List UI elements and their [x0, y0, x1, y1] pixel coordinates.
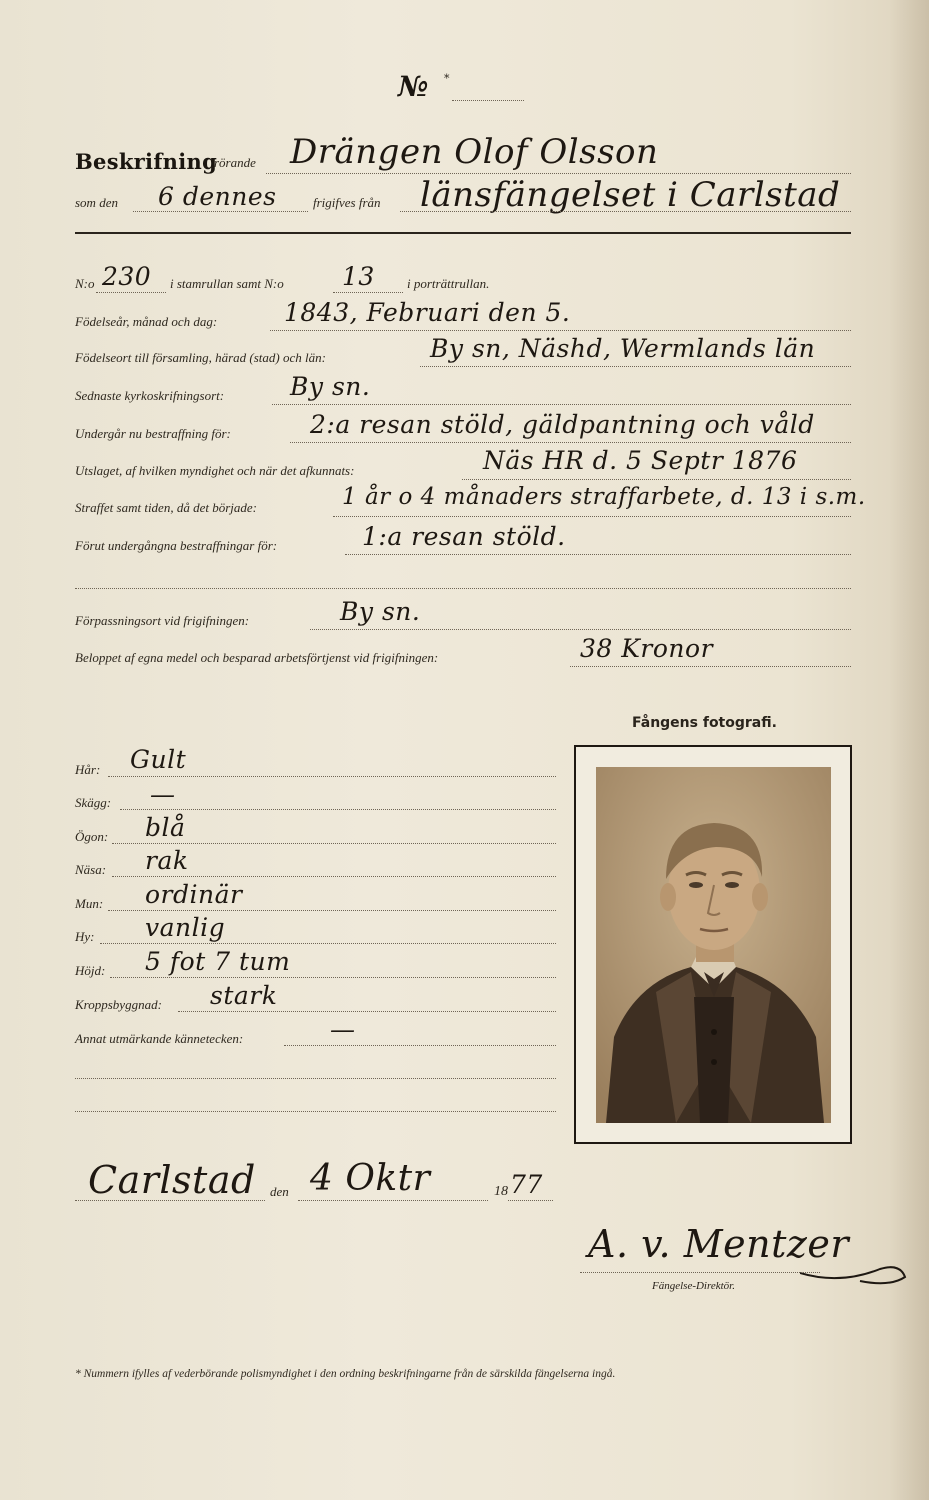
- subject-line: [266, 173, 851, 174]
- director-signature: A. v. Mentzer: [588, 1222, 850, 1266]
- church-line: [272, 404, 851, 405]
- prison-value: länsfängelset i Carlstad: [420, 175, 841, 215]
- prior-value: 1:a resan stöld.: [362, 522, 566, 551]
- birthplace-line: [420, 366, 851, 367]
- funds-value: 38 Kronor: [580, 634, 714, 663]
- prisoner-photo: [596, 767, 831, 1123]
- skagg-line: [120, 809, 556, 810]
- church-label: Sednaste kyrkoskrifningsort:: [75, 388, 225, 403]
- signature-line: [580, 1272, 820, 1273]
- birth-label: Födelseår, månad och dag:: [75, 314, 218, 329]
- kropp-value: stark: [210, 981, 278, 1010]
- passport-value: By sn.: [340, 597, 421, 626]
- punishment-line: [290, 442, 851, 443]
- church-value: By sn.: [290, 372, 371, 401]
- number-line: [452, 100, 524, 101]
- mun-label: Mun:: [75, 896, 104, 911]
- closing-date-line: [298, 1200, 488, 1201]
- har-line: [108, 776, 556, 777]
- ogon-line: [112, 843, 556, 844]
- release-date-value: 6 dennes: [158, 182, 277, 211]
- funds-label: Beloppet af egna medel och besparad arbetsförtjenst vid frigifningen:: [75, 650, 439, 665]
- director-title: Fängelse-Direktör.: [652, 1280, 735, 1292]
- ogon-value: blå: [145, 813, 186, 842]
- number-mark: №: [398, 70, 429, 103]
- beskrifning-heading: Beskrifning: [75, 149, 218, 174]
- punishment-value: 2:a resan stöld, gäldpantning och våld: [310, 410, 815, 439]
- hy-label: Hy:: [75, 929, 95, 944]
- punishment-label: Undergår nu bestraffning för:: [75, 426, 231, 441]
- nasa-label: Näsa:: [75, 862, 107, 877]
- passport-line: [310, 629, 851, 630]
- stamrulla-label: i stamrullan samt N:o: [170, 276, 284, 291]
- extra-line-1: [75, 1078, 556, 1079]
- birthplace-value: By sn, Näshd, Wermlands län: [430, 334, 816, 363]
- nasa-value: rak: [145, 846, 189, 875]
- photo-title: Fångens fotografi.: [632, 715, 777, 731]
- year-line: [508, 1200, 553, 1201]
- verdict-label: Utslaget, af hvilken myndighet och när det afkunnats:: [75, 463, 355, 478]
- verdict-line: [462, 479, 851, 480]
- ogon-label: Ögon:: [75, 829, 109, 844]
- prior-line-2: [75, 588, 851, 589]
- som-den-label: som den: [75, 195, 118, 210]
- nasa-line: [112, 876, 556, 877]
- stamrulla-line: [96, 292, 166, 293]
- no-label: N:o: [75, 276, 95, 291]
- annat-value: —: [330, 1015, 356, 1044]
- kropp-line: [178, 1011, 556, 1012]
- year-suffix: 77: [510, 1170, 543, 1199]
- skagg-label: Skägg:: [75, 795, 112, 810]
- kropp-label: Kroppsbyggnad:: [75, 997, 162, 1012]
- funds-line: [570, 666, 851, 667]
- annat-line: [284, 1045, 556, 1046]
- rorande-label: rörande: [214, 155, 256, 170]
- prior-label: Förut undergångna bestraffningar för:: [75, 538, 278, 553]
- mun-value: ordinär: [145, 880, 243, 909]
- closing-den-label: den: [270, 1184, 289, 1199]
- stamrulla-number: 230: [102, 262, 152, 291]
- portrattrulla-number: 13: [342, 262, 375, 291]
- prisoner-portrait-illustration: [596, 767, 831, 1123]
- birth-line: [270, 330, 851, 331]
- prior-line: [345, 554, 851, 555]
- closing-place-line: [75, 1200, 265, 1201]
- header-rule: [75, 232, 851, 234]
- hojd-label: Höjd:: [75, 963, 106, 978]
- frigifves-label: frigifves från: [313, 195, 381, 210]
- passport-label: Förpassningsort vid frigifningen:: [75, 613, 250, 628]
- signature-flourish: [800, 1255, 910, 1295]
- hojd-value: 5 fot 7 tum: [145, 947, 291, 976]
- annat-label: Annat utmärkande kännetecken:: [75, 1031, 244, 1046]
- sentence-value: 1 år o 4 månaders straffarbete, d. 13 i s.m.: [342, 484, 866, 510]
- mun-line: [108, 910, 556, 911]
- release-date-line: [133, 211, 308, 212]
- har-label: Hår:: [75, 762, 101, 777]
- sentence-line: [333, 516, 851, 517]
- portrattrulla-label: i porträttrullan.: [407, 276, 490, 291]
- hy-value: vanlig: [145, 913, 226, 942]
- sentence-label: Straffet samt tiden, då det började:: [75, 500, 257, 515]
- footnote: * Nummern ifylles af vederbörande polismyndighet i den ordning beskrifningarne från de särskilda fängelserna ingå.: [75, 1368, 616, 1380]
- prison-line: [400, 211, 851, 212]
- portrattrulla-line: [333, 292, 403, 293]
- extra-line-2: [75, 1111, 556, 1112]
- hojd-line: [110, 977, 556, 978]
- closing-date: 4 Oktr: [310, 1158, 431, 1199]
- hy-line: [100, 943, 556, 944]
- asterisk: *: [444, 72, 450, 85]
- birthplace-label: Födelseort till församling, härad (stad) och län:: [75, 350, 326, 365]
- verdict-value: Näs HR d. 5 Septr 1876: [483, 446, 798, 475]
- birth-value: 1843, Februari den 5.: [284, 298, 571, 327]
- year-prefix: 18: [494, 1184, 508, 1199]
- har-value: Gult: [130, 745, 187, 774]
- subject-name: Drängen Olof Olsson: [290, 132, 659, 172]
- skagg-value: —: [150, 780, 176, 809]
- closing-place: Carlstad: [88, 1158, 256, 1202]
